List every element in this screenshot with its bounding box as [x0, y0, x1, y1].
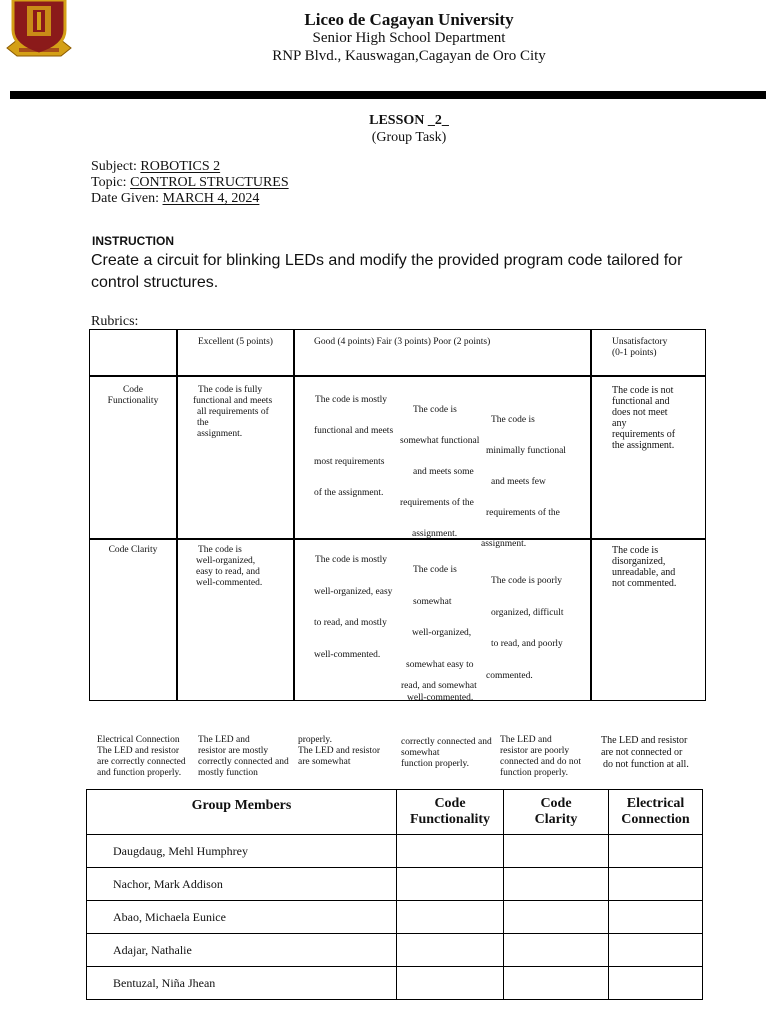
rubric-table — [89, 329, 706, 701]
member-name: Abao, Michaela Eunice — [87, 901, 397, 934]
criterion-code-functionality: Code Functionality — [107, 385, 159, 406]
date-line — [91, 191, 259, 207]
score-cell[interactable] — [504, 934, 609, 967]
topic-label: Topic: — [91, 175, 131, 190]
member-name: Daugdaug, Mehl Humphrey — [87, 835, 397, 868]
member-name: Adajar, Nathalie — [87, 934, 397, 967]
instruction-text: Create a circuit for blinking LEDs and modify the provided program code tailored for control structures. — [91, 252, 683, 291]
row2-good: The code is mostly well-organized, easy to read, and mostly well-commented. — [314, 555, 393, 660]
row1-unsatisfactory: The code is not functional and does not meet any requirements of the assignment. — [612, 385, 676, 451]
electrical-col5: The LED and resistor are poorly connected and do not function properly. — [500, 735, 581, 778]
electrical-col6: The LED and resistor are not connected or do not function at all. — [601, 735, 689, 770]
row1-excellent: The code is fully functional and meets all requirements of the assignment. — [193, 385, 273, 439]
date-value: MARCH 4, 2024 — [162, 191, 260, 206]
score-cell[interactable] — [397, 868, 504, 901]
header-group-members: Group Members — [87, 790, 397, 835]
lesson-title: LESSON _2_ — [369, 113, 449, 128]
university-name: Liceo de Cagayan University — [304, 10, 514, 29]
score-cell[interactable] — [397, 901, 504, 934]
electrical-col3: properly. The LED and resistor are somewhat — [298, 735, 381, 767]
subject-label: Subject: — [91, 159, 141, 174]
score-cell[interactable] — [609, 868, 703, 901]
table-row — [87, 967, 703, 1000]
electrical-col1: Electrical Connection The LED and resistor are correctly connected and function properly. — [97, 735, 186, 778]
date-label: Date Given: — [91, 191, 163, 206]
row2-unsatisfactory: The code is disorganized, unreadable, and not commented. — [612, 545, 677, 589]
score-cell[interactable] — [609, 835, 703, 868]
row2-poor: The code is poorly organized, difficult to read, and poorly commented. — [486, 576, 564, 681]
row1-fair: The code is somewhat functional and meets some requirements of the assignment. — [400, 405, 480, 539]
electrical-col4: correctly connected and somewhat function properly. — [401, 737, 492, 769]
member-name: Bentuzal, Niña Jhean — [87, 967, 397, 1000]
table-row — [87, 868, 703, 901]
header-electrical-connection: Electrical Connection — [609, 790, 703, 835]
group-table-header — [87, 790, 703, 835]
topic-value: CONTROL STRUCTURES — [130, 175, 289, 190]
university-address: RNP Blvd., Kauswagan,Cagayan de Oro City — [272, 48, 546, 64]
criterion-code-clarity: Code Clarity — [108, 545, 158, 555]
score-cell[interactable] — [504, 901, 609, 934]
header-code-functionality: Code Functionality — [397, 790, 504, 835]
score-cell[interactable] — [397, 835, 504, 868]
table-row — [87, 934, 703, 967]
row2-fair: The code is somewhat well-organized, somewhat easy to read, and somewhat well-commented. — [401, 565, 477, 703]
score-cell[interactable] — [609, 934, 703, 967]
row1-poor: The code is minimally functional and meets few requirements of the assignment. — [481, 415, 566, 549]
department-name: Senior High School Department — [312, 30, 506, 46]
row2-excellent: The code is well-organized, easy to read, and well-commented. — [196, 545, 263, 588]
score-cell[interactable] — [397, 967, 504, 1000]
score-cell[interactable] — [609, 901, 703, 934]
row1-good: The code is mostly functional and meets most requirements of the assignment. — [314, 395, 394, 498]
table-row — [87, 901, 703, 934]
member-name: Nachor, Mark Addison — [87, 868, 397, 901]
header-unsatisfactory: Unsatisfactory (0-1 points) — [612, 337, 668, 358]
group-members-table — [86, 789, 703, 1000]
score-cell[interactable] — [504, 835, 609, 868]
topic-line — [91, 175, 289, 191]
score-cell[interactable] — [397, 934, 504, 967]
lesson-subtitle: (Group Task) — [371, 130, 447, 145]
score-cell[interactable] — [504, 967, 609, 1000]
score-cell[interactable] — [609, 967, 703, 1000]
electrical-col2: The LED and resistor are mostly correctly connected and mostly function — [198, 735, 289, 778]
subject-line — [91, 159, 220, 175]
header-excellent: Excellent (5 points) — [198, 337, 273, 347]
header-middle: Good (4 points) Fair (3 points) Poor (2 points) — [314, 337, 491, 347]
subject-value: ROBOTICS 2 — [140, 159, 221, 174]
header-code-clarity: Code Clarity — [504, 790, 609, 835]
score-cell[interactable] — [504, 868, 609, 901]
instruction-heading: INSTRUCTION — [92, 234, 174, 248]
rubrics-label: Rubrics: — [91, 314, 139, 329]
table-row — [87, 835, 703, 868]
header-divider — [10, 91, 766, 99]
